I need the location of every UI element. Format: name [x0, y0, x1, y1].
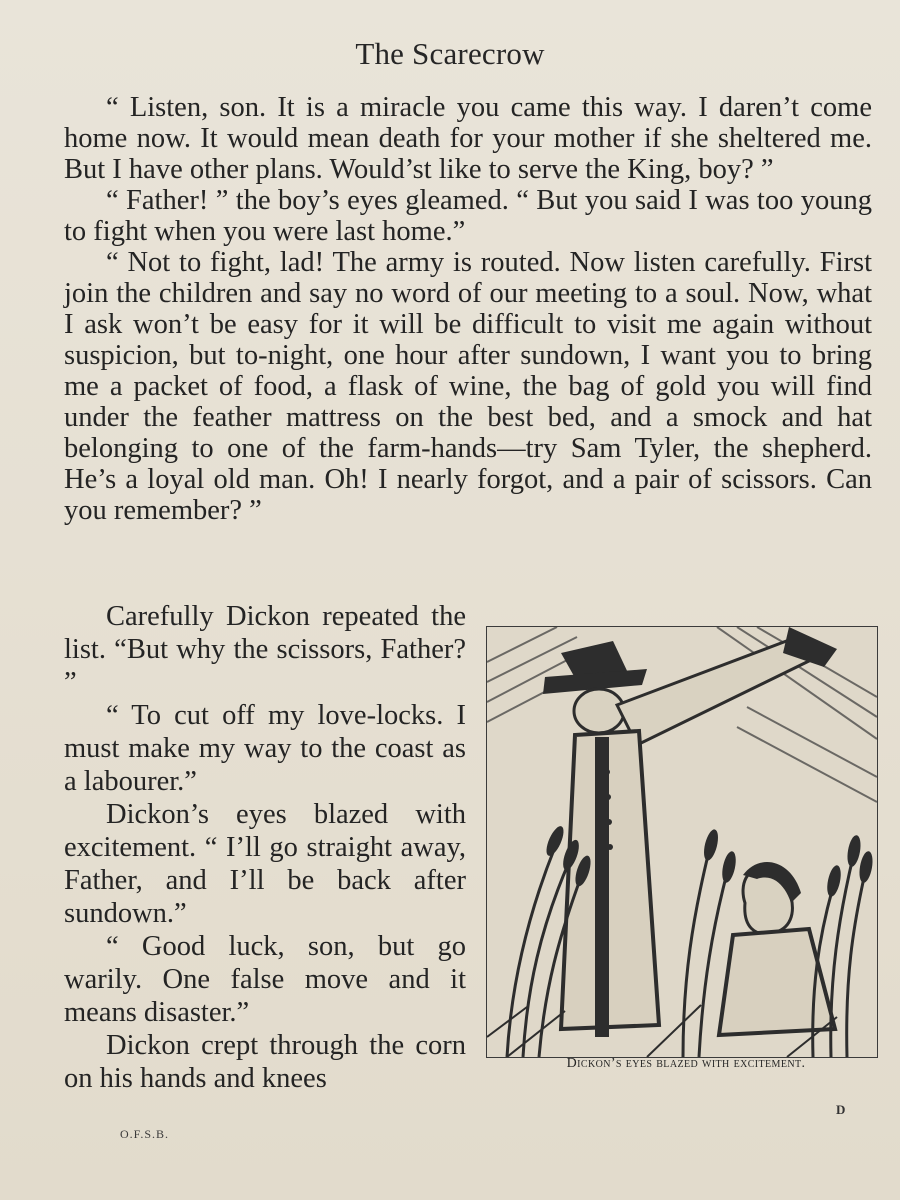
main-text	[64, 92, 872, 526]
footer-signature: O.F.S.B.	[120, 1127, 170, 1141]
paragraph: “ Good luck, son, but go warily. One false move and it means disaster.”	[64, 931, 466, 1028]
paragraph: Dickon crept through the corn on his hands and knees	[64, 1030, 466, 1094]
figure-caption: Dickon’s eyes blazed with excitement.	[566, 1056, 806, 1071]
paragraph: “ Listen, son. It is a miracle you came this way. I daren’t come home now. It would mean death for your mother if she sheltered me. But I have other plans. Would’st like to serve the King, boy? ”	[64, 92, 872, 185]
paragraph: “ Not to fight, lad! The army is routed. Now listen carefully. First join the children and say no word of our meeting to a soul. Now, what I ask won’t be easy for it will be difficult to visit me again without suspicion, but to-night, one hour after sundown, I want you to bring me a packet of food, a flask of wine, the bag of gold you will find under the feather mattress on the best bed, and a smock and hat belonging to one of the farm-hands—try Sam Tyler, the shepherd. He’s a loyal old man. Oh! I nearly forgot, and a pair of scissors. Can you remember? ”	[64, 247, 872, 526]
left-column-text	[64, 600, 466, 1095]
page-letter: D	[836, 1102, 846, 1117]
paragraph: Dickon’s eyes blazed with excitement. “ I’ll go straight away, Father, and I’ll be back after sundown.”	[64, 799, 466, 929]
illustration-scarecrow	[486, 626, 878, 1058]
paragraph: “ Father! ” the boy’s eyes gleamed. “ But you said I was too young to fight when you were last home.”	[64, 185, 872, 247]
paragraph: “ To cut off my love-locks. I must make my way to the coast as a labourer.”	[64, 700, 466, 797]
paragraph: Carefully Dickon repeated the list. “But why the scissors, Father? ”	[64, 601, 466, 698]
page-title: The Scarecrow	[355, 36, 545, 71]
